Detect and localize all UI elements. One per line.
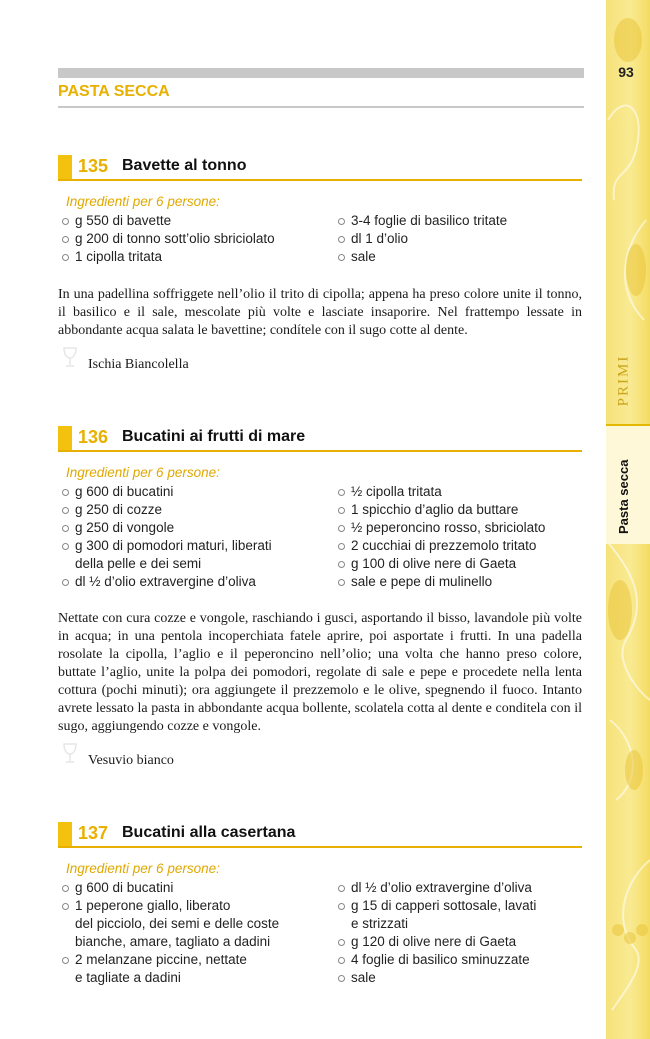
ingredient: g 100 di olive nere di Gaeta (338, 555, 545, 573)
ingredient: 4 foglie di basilico sminuzzate (338, 951, 536, 969)
ingredients-label: Ingredienti per 6 persone: (66, 194, 220, 209)
heading-marker (58, 426, 72, 450)
recipe-number: 135 (78, 156, 109, 176)
wine-glass-icon (60, 742, 80, 764)
header-bar (58, 68, 584, 78)
ingredient: g 600 di bucatini (62, 879, 279, 897)
wine-glass-icon (60, 346, 80, 368)
ingredient: 1 peperone giallo, liberato (62, 897, 279, 915)
ingredient: 2 melanzane piccine, nettate (62, 951, 279, 969)
ingredient: ½ peperoncino rosso, sbriciolato (338, 519, 545, 537)
ingredient: 1 spicchio d’aglio da buttare (338, 501, 545, 519)
recipe-title: Bavette al tonno (122, 157, 247, 174)
ingredient: g 600 di bucatini (62, 483, 272, 501)
ingredient: 3-4 foglie di basilico tritate (338, 212, 507, 230)
ingredient: g 550 di bavette (62, 212, 275, 230)
section-title: PASTA SECCA (58, 83, 170, 100)
ingredient: g 300 di pomodori maturi, liberati (62, 537, 272, 555)
ingredients-col-1 (62, 879, 279, 987)
ingredient: dl ½ d’olio extravergine d’oliva (62, 573, 272, 591)
ingredient: dl 1 d’olio (338, 230, 507, 248)
ingredient: g 250 di vongole (62, 519, 272, 537)
heading-marker (58, 822, 72, 846)
heading-underline (58, 179, 582, 181)
ingredient: ½ cipolla tritata (338, 483, 545, 501)
ingredients-col-1 (62, 483, 272, 591)
wine-pairing: Ischia Biancolella (88, 357, 189, 372)
recipe-number: 136 (78, 427, 109, 447)
ingredient: g 120 di olive nere di Gaeta (338, 933, 536, 951)
recipe-method: In una padellina soffriggete nell’olio il trito di cipolla; appena ha preso colore unite il tonno, il basilico e il sale, mescolate più volte e lasciate insaporire. Nel frattempo lessate in abbondante acqua salata le bavettine; condítele con il sugo cotte al dente. (58, 287, 582, 338)
ingredient: g 15 di capperi sottosale, lavati (338, 897, 536, 915)
ingredient: dl ½ d’olio extravergine d’oliva (338, 879, 536, 897)
ingredient-continued: e strizzati (351, 916, 409, 931)
heading-underline (58, 450, 582, 452)
ingredients-label: Ingredienti per 6 persone: (66, 861, 220, 876)
ingredient: 1 cipolla tritata (62, 248, 275, 266)
ingredients-col-2 (338, 483, 545, 591)
ingredient: g 250 di cozze (62, 501, 272, 519)
recipe-number: 137 (78, 823, 109, 843)
wine-pairing: Vesuvio bianco (88, 753, 174, 768)
ingredient-continued: della pelle e dei semi (75, 556, 202, 571)
ingredient: sale e pepe di mulinello (338, 573, 545, 591)
ingredients-label: Ingredienti per 6 persone: (66, 465, 220, 480)
recipe-method: Nettate con cura cozze e vongole, raschiando i gusci, asportando il bisso, lavandole più volte in acqua; in una pentola incoperchiata fatele aprire, poi asportate i frutti. In una padella rosolate la cipolla, l’aglio e il peperoncino nell’olio; una volta che hanno preso colore, buttate l’aglio, unite la polpa dei pomodori, regolate di sale e pepe e procedete nella lenta cottura (pochi minuti); ora aggiungete il prezzemolo e le olive, spegnendo il fuoco. Intanto avrete lessato la pasta in abbondante acqua bollente, scolatela cotta al dente e conditela con il sugo, aggiungendo cozze e vongole. (58, 611, 582, 734)
ingredient-continued: bianche, amare, tagliato a dadini (75, 934, 271, 949)
heading-marker (58, 155, 72, 179)
recipe-title: Bucatini alla casertana (122, 824, 296, 841)
recipe-heading (58, 822, 582, 848)
ingredients-col-2 (338, 212, 507, 266)
section-tab-label: Pasta secca (616, 459, 631, 534)
ingredient-continued: e tagliate a dadini (75, 970, 181, 985)
ingredients-col-1 (62, 212, 275, 266)
ingredient: 2 cucchiai di prezzemolo tritato (338, 537, 545, 555)
recipe-heading (58, 426, 582, 452)
ingredient: sale (338, 248, 507, 266)
ingredient-continued: del picciolo, dei semi e delle coste (75, 916, 280, 931)
ingredient: sale (338, 969, 536, 987)
heading-underline (58, 846, 582, 848)
ingredient: g 200 di tonno sott’olio sbriciolato (62, 230, 275, 248)
ingredients-col-2 (338, 879, 536, 987)
header-divider (58, 106, 584, 108)
recipe-title: Bucatini ai frutti di mare (122, 428, 306, 445)
recipe-heading (58, 155, 582, 181)
page-number: 93 (618, 64, 634, 80)
chapter-label: PRIMI (615, 354, 632, 406)
section-tab[interactable] (606, 424, 650, 544)
